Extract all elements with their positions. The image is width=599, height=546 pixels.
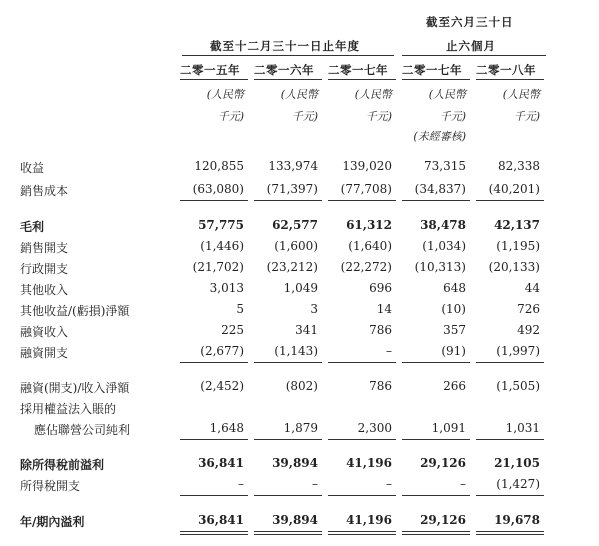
cell-value: (1,505) xyxy=(496,379,540,393)
row-label-revenue: 收益 xyxy=(20,161,45,175)
cell-value: (77,708) xyxy=(340,182,392,196)
cell-value: – xyxy=(386,477,392,491)
cell-value: – xyxy=(460,477,466,491)
cell-value: 82,338 xyxy=(498,159,540,173)
col-unit-1a: (人民幣 xyxy=(206,88,244,101)
col-rule-2 xyxy=(254,79,322,80)
cell-value: 41,196 xyxy=(346,513,392,527)
cell-value: 3,013 xyxy=(209,281,244,295)
rule-after-income-tax-2 xyxy=(254,495,322,496)
cell-value: 357 xyxy=(443,323,466,337)
row-label-cost-of-sales: 銷售成本 xyxy=(20,184,69,198)
cell-value: 39,894 xyxy=(272,513,318,527)
row-label-equity-method: 採用權益法入賬的 xyxy=(20,402,117,416)
cell-value: (21,702) xyxy=(192,260,244,274)
cell-value: 19,678 xyxy=(494,513,540,527)
header-year-group: 截至十二月三十一日止年度 xyxy=(210,39,360,53)
rule-after-cost-of-sales-1 xyxy=(180,200,248,201)
cell-value: (1,640) xyxy=(348,239,392,253)
cell-value: (34,837) xyxy=(414,182,466,196)
cell-value: (91) xyxy=(441,344,466,358)
row-label-profit-before-tax: 除所得稅前溢利 xyxy=(20,458,105,472)
header-halfyear-rule xyxy=(402,55,546,56)
row-label-finance-costs: 融資開支 xyxy=(20,346,69,360)
rule-after-finance-costs-5 xyxy=(476,362,544,363)
double-rule-4b xyxy=(402,534,470,535)
cell-value: 648 xyxy=(443,281,466,295)
col-rule-3 xyxy=(328,79,396,80)
col-unit-4a: (人民幣 xyxy=(428,88,466,101)
double-rule-3a xyxy=(328,531,396,532)
row-label-other-gains: 其他收益/(虧損)淨額 xyxy=(20,304,130,318)
rule-after-income-tax-4 xyxy=(402,495,470,496)
cell-value: (1,034) xyxy=(422,239,466,253)
cell-value: (63,080) xyxy=(192,182,244,196)
rule-after-finance-costs-1 xyxy=(180,362,248,363)
cell-value: (802) xyxy=(285,379,318,393)
cell-value: 73,315 xyxy=(424,159,466,173)
cell-value: 3 xyxy=(310,302,318,316)
cell-value: 42,137 xyxy=(494,218,540,232)
double-rule-3b xyxy=(328,534,396,535)
row-label-other-income: 其他收入 xyxy=(20,283,69,297)
rule-after-finance-costs-3 xyxy=(328,362,396,363)
cell-value: (2,452) xyxy=(200,379,244,393)
rule-after-income-tax-1 xyxy=(180,495,248,496)
cell-value: 696 xyxy=(369,281,392,295)
rule-after-associates-3 xyxy=(328,439,396,440)
cell-value: (2,677) xyxy=(200,344,244,358)
double-rule-5a xyxy=(476,531,544,532)
cell-value: (1,427) xyxy=(496,477,540,491)
cell-value: 225 xyxy=(221,323,244,337)
row-label-profit-for-period: 年/期內溢利 xyxy=(20,515,85,529)
col-year-3: 二零一七年 xyxy=(328,63,388,77)
cell-value: (40,201) xyxy=(488,182,540,196)
cell-value: 2,300 xyxy=(357,421,392,435)
rule-after-income-tax-5 xyxy=(476,495,544,496)
rule-after-finance-costs-4 xyxy=(402,362,470,363)
row-label-gross-profit: 毛利 xyxy=(20,220,45,234)
cell-value: (71,397) xyxy=(266,182,318,196)
row-label-admin-expenses: 行政開支 xyxy=(20,262,69,276)
cell-value: 786 xyxy=(369,379,392,393)
col-rule-1 xyxy=(180,79,248,80)
cell-value: 266 xyxy=(443,379,466,393)
cell-value: 36,841 xyxy=(198,513,244,527)
rule-after-associates-2 xyxy=(254,439,322,440)
rule-after-associates-1 xyxy=(180,439,248,440)
col-unit-4b: 千元) xyxy=(439,110,466,123)
cell-value: 21,105 xyxy=(494,456,540,470)
cell-value: 786 xyxy=(369,323,392,337)
col-year-1: 二零一五年 xyxy=(180,63,240,77)
cell-value: 29,126 xyxy=(420,513,466,527)
rule-after-income-tax-3 xyxy=(328,495,396,496)
header-halfyear-group-top: 截至六月三十日 xyxy=(426,15,514,29)
cell-value: 133,974 xyxy=(268,159,318,173)
cell-value: 36,841 xyxy=(198,456,244,470)
cell-value: 120,855 xyxy=(194,159,244,173)
col-unit-2a: (人民幣 xyxy=(280,88,318,101)
cell-value: 139,020 xyxy=(342,159,392,173)
cell-value: 492 xyxy=(517,323,540,337)
col-unaudited-note: (未經審核) xyxy=(413,130,466,143)
cell-value: (10) xyxy=(441,302,466,316)
cell-value: (1,997) xyxy=(496,344,540,358)
double-rule-1b xyxy=(180,534,248,535)
row-label-share-of-associates: 應佔聯營公司純利 xyxy=(34,423,131,437)
row-label-selling-expenses: 銷售開支 xyxy=(20,241,69,255)
cell-value: 341 xyxy=(295,323,318,337)
rule-after-cost-of-sales-2 xyxy=(254,200,322,201)
col-unit-3b: 千元) xyxy=(365,110,392,123)
cell-value: 14 xyxy=(376,302,392,316)
cell-value: – xyxy=(238,477,244,491)
rule-after-cost-of-sales-4 xyxy=(402,200,470,201)
cell-value: (1,446) xyxy=(200,239,244,253)
row-label-finance-income: 融資收入 xyxy=(20,325,69,339)
cell-value: 1,049 xyxy=(283,281,318,295)
col-unit-5b: 千元) xyxy=(513,110,540,123)
cell-value: (1,143) xyxy=(274,344,318,358)
cell-value: (1,195) xyxy=(496,239,540,253)
cell-value: 39,894 xyxy=(272,456,318,470)
cell-value: 1,648 xyxy=(209,421,244,435)
rule-after-cost-of-sales-3 xyxy=(328,200,396,201)
cell-value: 1,031 xyxy=(505,421,540,435)
cell-value: – xyxy=(312,477,318,491)
cell-value: 5 xyxy=(236,302,244,316)
col-unit-1b: 千元) xyxy=(217,110,244,123)
cell-value: 62,577 xyxy=(272,218,318,232)
double-rule-5b xyxy=(476,534,544,535)
col-unit-5a: (人民幣 xyxy=(502,88,540,101)
col-rule-4 xyxy=(402,79,470,80)
cell-value: 38,478 xyxy=(420,218,466,232)
header-year-rule xyxy=(182,55,394,56)
cell-value: 41,196 xyxy=(346,456,392,470)
cell-value: 1,091 xyxy=(431,421,466,435)
cell-value: 29,126 xyxy=(420,456,466,470)
double-rule-4a xyxy=(402,531,470,532)
cell-value: (10,313) xyxy=(414,260,466,274)
col-year-5: 二零一八年 xyxy=(476,63,536,77)
row-label-income-tax: 所得稅開支 xyxy=(20,479,81,493)
header-halfyear-group-bottom: 止六個月 xyxy=(446,39,496,53)
cell-value: 61,312 xyxy=(346,218,392,232)
col-year-2: 二零一六年 xyxy=(254,63,314,77)
row-label-net-finance: 融資(開支)/收入淨額 xyxy=(20,381,130,395)
rule-after-finance-costs-2 xyxy=(254,362,322,363)
cell-value: (1,600) xyxy=(274,239,318,253)
double-rule-1a xyxy=(180,531,248,532)
col-year-4: 二零一七年 xyxy=(402,63,462,77)
rule-after-associates-4 xyxy=(402,439,470,440)
double-rule-2a xyxy=(254,531,322,532)
cell-value: 57,775 xyxy=(198,218,244,232)
cell-value: 1,879 xyxy=(283,421,318,435)
cell-value: (22,272) xyxy=(340,260,392,274)
cell-value: (20,133) xyxy=(488,260,540,274)
cell-value: 44 xyxy=(524,281,540,295)
double-rule-2b xyxy=(254,534,322,535)
cell-value: – xyxy=(386,344,392,358)
rule-after-associates-5 xyxy=(476,439,544,440)
rule-after-cost-of-sales-5 xyxy=(476,200,544,201)
col-unit-2b: 千元) xyxy=(291,110,318,123)
cell-value: 726 xyxy=(517,302,540,316)
col-unit-3a: (人民幣 xyxy=(354,88,392,101)
col-rule-5 xyxy=(476,79,544,80)
cell-value: (23,212) xyxy=(266,260,318,274)
